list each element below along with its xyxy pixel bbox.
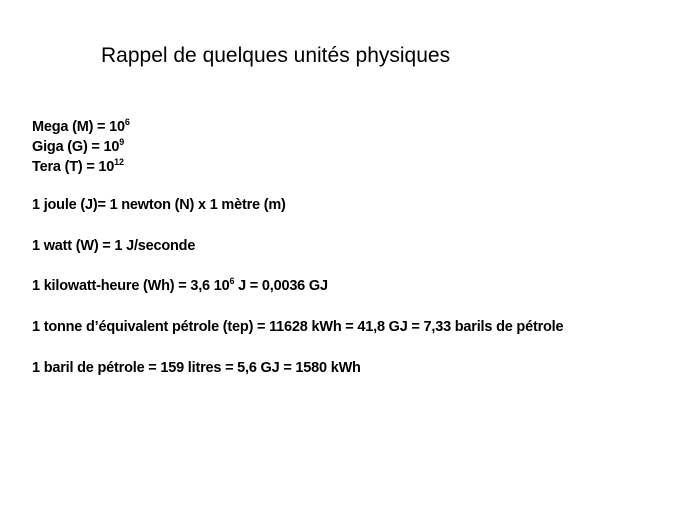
slide-title: Rappel de quelques unités physiques — [101, 44, 451, 67]
prefix-giga — [32, 139, 124, 155]
prefix-mega-text: Mega (M) = 10 — [32, 119, 125, 135]
prefix-giga-text: Giga (G) = 10 — [32, 139, 120, 155]
definition-watt: 1 watt (W) = 1 J/seconde — [32, 238, 196, 254]
prefix-giga-exponent: 9 — [119, 137, 125, 147]
definition-kilowatt-hour — [32, 278, 328, 294]
definition-tep: 1 tonne d’équivalent pétrole (tep) = 11628 kWh = 41,8 GJ = 7,33 barils de pétrole — [32, 319, 564, 335]
prefix-tera — [32, 159, 124, 175]
kwh-text-after: J = 0,0036 GJ — [234, 278, 328, 294]
prefix-mega-exponent: 6 — [124, 117, 130, 127]
prefix-tera-exponent: 12 — [114, 157, 124, 167]
definition-joule: 1 joule (J)= 1 newton (N) x 1 mètre (m) — [32, 197, 286, 213]
definition-baril: 1 baril de pétrole = 159 litres = 5,6 GJ = 1580 kWh — [32, 360, 361, 376]
prefix-mega — [32, 119, 130, 135]
kwh-exponent: 6 — [229, 276, 235, 286]
kwh-text-before: 1 kilowatt-heure (Wh) = 3,6 10 — [32, 278, 230, 294]
prefix-tera-text: Tera (T) = 10 — [32, 159, 115, 175]
